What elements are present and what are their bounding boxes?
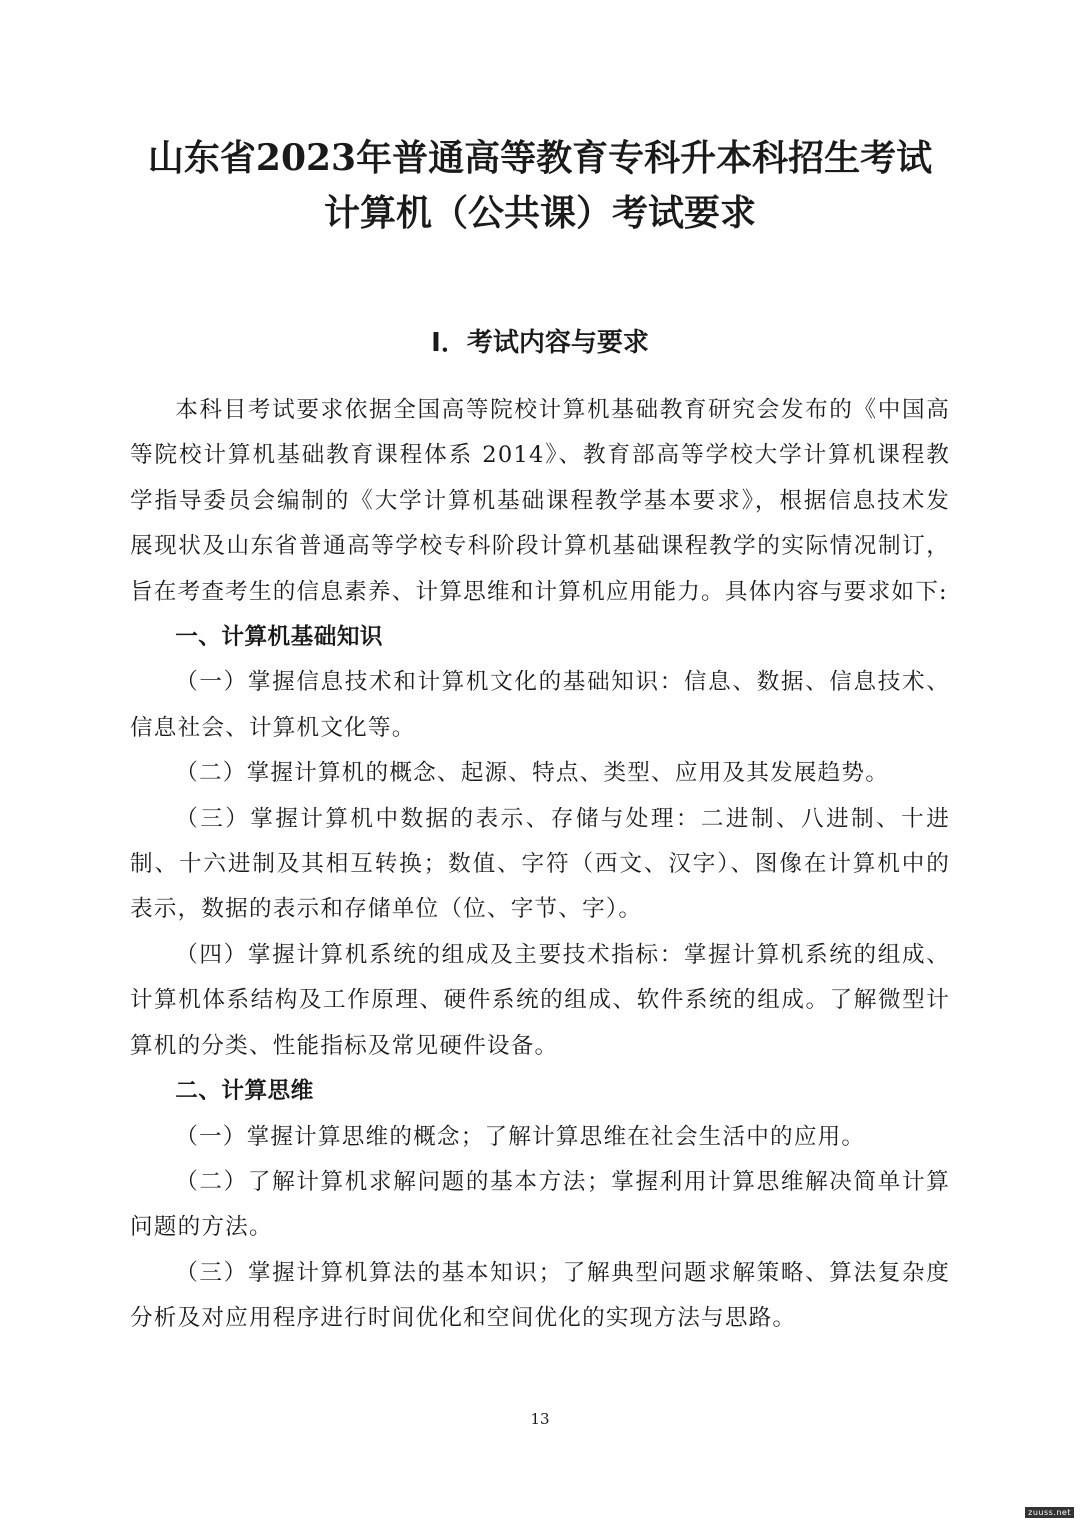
- intro-paragraph: 本科目考试要求依据全国高等院校计算机基础教育研究会发布的《中国高等院校计算机基础教育课程体系 2014》、教育部高等学校大学计算机课程教学指导委员会编制的《大学计算机基础课程教学基本要求》，根据信息技术发展现状及山东省普通高等学校专科阶段计算机基础课程教学的实际情况制订，旨在考查考生的信息素养、计算思维和计算机应用能力。具体内容与要求如下:: [130, 397, 950, 605]
- document-title-line-2: 计算机（公共课）考试要求: [323, 192, 756, 234]
- paragraph: （一）掌握计算思维的概念；了解计算思维在社会生活中的应用。: [175, 1123, 866, 1150]
- document-body: [130, 388, 950, 1342]
- paragraph: （一）掌握信息技术和计算机文化的基础知识：信息、数据、信息技术、信息社会、计算机文化等。: [130, 669, 950, 741]
- paragraph: （三）掌握计算机中数据的表示、存储与处理：二进制、八进制、十进制、十六进制及其相互转换；数值、字符（西文、汉字）、图像在计算机中的表示，数据的表示和存储单位（位、字节、字）。: [130, 805, 950, 923]
- section-heading: Ⅰ．考试内容与要求: [431, 328, 649, 358]
- watermark-badge: zuuss.net: [1025, 1507, 1074, 1518]
- sub-heading-computer-basics: 一、计算机基础知识: [175, 624, 384, 651]
- paragraph: （三）掌握计算机算法的基本知识；了解典型问题求解策略、算法复杂度分析及对应用程序进行时间优化和空间优化的实现方法与思路。: [130, 1259, 950, 1332]
- paragraph: （二）了解计算机求解问题的基本方法；掌握利用计算思维解决简单计算问题的方法。: [130, 1168, 950, 1241]
- document-title-line-1: 山东省2023年普通高等教育专科升本科招生考试: [147, 137, 933, 179]
- page-number: 13: [530, 1410, 550, 1428]
- sub-heading-computational-thinking: 二、计算思维: [175, 1078, 314, 1105]
- paragraph: （四）掌握计算机系统的组成及主要技术指标：掌握计算机系统的组成、计算机体系结构及工作原理、硬件系统的组成、软件系统的组成。了解微型计算机的分类、性能指标及常见硬件设备。: [130, 941, 950, 1059]
- paragraph: （二）掌握计算机的概念、起源、特点、类型、应用及其发展趋势。: [175, 760, 889, 787]
